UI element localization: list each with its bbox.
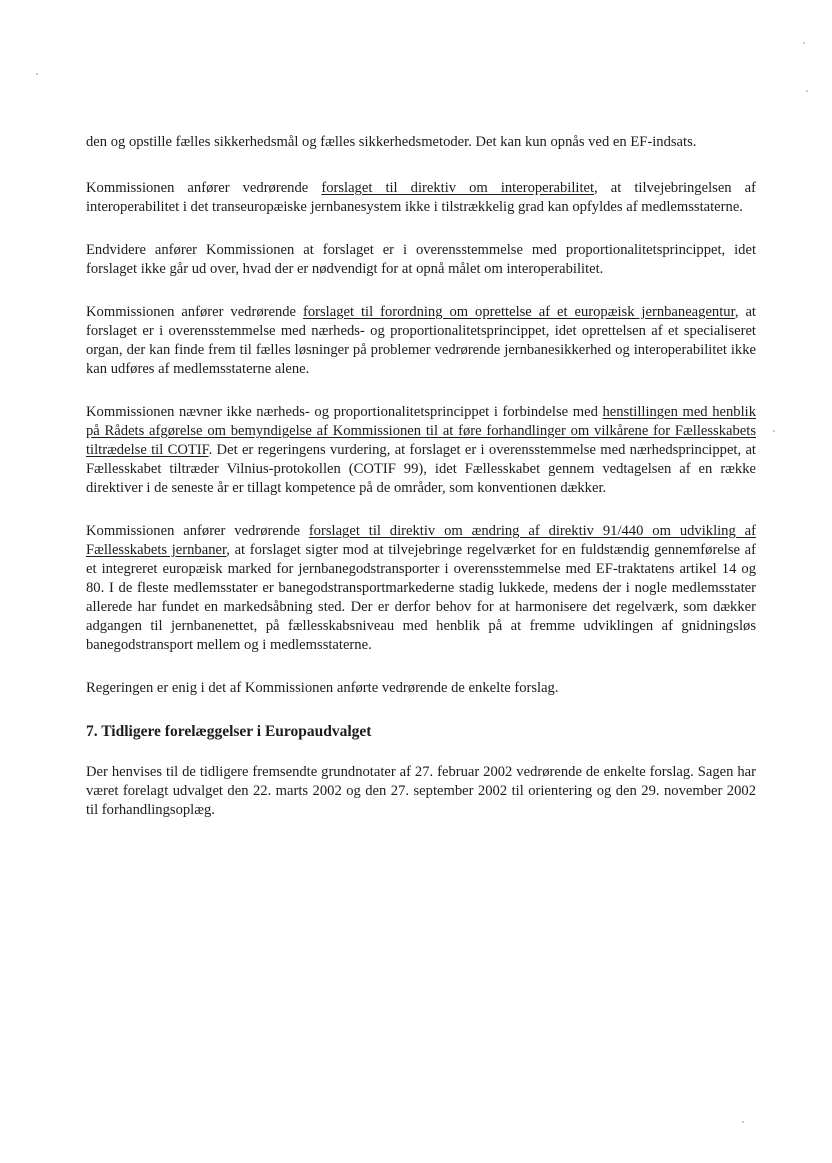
paragraph-government-agrees: Regeringen er enig i det af Kommissionen anførte vedrørende de enkelte forslag. [86,680,559,696]
link-directive-91-440: forslaget til direktiv om ændring af direktiv 91/440 om udvikling af Fællesskabets jernbaner [86,523,756,558]
link-railway-agency-regulation: forslaget til forordning om oprettelse af et europæisk jernbaneagentur [302,304,735,320]
text: , at tilvejebringelsen af interoperabilitet i det transeuropæiske jernbanesystem ikke i tilstrækkelig grad kan opfyldes af medlemsstaterne. [86,180,756,215]
text: Kommissionen nævner ikke nærheds- og proportionalitetsprincippet i forbindelse med [86,404,603,420]
scan-speck [803,42,805,44]
link-interoperability-directive: forslaget til direktiv om interoperabilitet [321,180,595,196]
text: , at forslaget er i overensstemmelse med nærheds- og proportionalitetsprincippet, idet oprettelsen af et specialiseret organ, der kan finde frem til fælles løsninger på problemer vedrørende jernbanesikkerhed og interoperabilitet ikke kan udføres af medlemsstaterne alene. [86,304,756,377]
scan-speck [773,430,775,432]
paragraph-interoperability [86,179,756,217]
text: , at forslaget sigter mod at tilvejebringe regelværket for en fuldstændig gennemførelse af et integreret europæisk marked for jernbanegodstransporter i overensstemmelse med EF-traktatens artikel 14 og 80. I de fleste medlemsstater er banegodstransportmarkederne stadig lukkede, medens der i nogle medlemsstater allerede har fundet en markedsåbning sted. Der er derfor behov for at harmonisere det regelværk, som dækker adgangen til jernbanenettet, på fællesskabsniveau med henblik på at fremme udviklingen af gnidningsløs banegodstransport mellem og i medlemsstaterne. [86,542,756,653]
scan-speck [742,1121,744,1123]
paragraph-eu-effort: den og opstille fælles sikkerhedsmål og fælles sikkerhedsmetoder. Det kan kun opnås ved en EF-indsats. [86,134,697,150]
link-cotif-recommendation: henstillingen med henblik på Rådets afgørelse om bemyndigelse af Kommissionen til at føre forhandlinger om vilkårene for Fællesskabets tiltrædelse til COTIF [86,404,756,458]
text: Kommissionen anfører vedrørende [86,180,322,196]
scan-speck [806,90,808,92]
document-page [86,133,756,844]
text: . Det er regeringens vurdering, at forslaget er i overensstemmelse med nærhedsprincippet, at Fællesskabet tiltræder Vilnius-protokollen (COTIF 99), idet Fællesskabet gennem vedtagelsen af en række direktiver i de seneste år er tillagt kompetence på de områder, som konventionen dækker. [86,442,756,496]
paragraph-cotif [86,403,756,498]
paragraph-proportionality: Endvidere anfører Kommissionen at forslaget er i overensstemmelse med proportionalitetsprincippet, idet forslaget ikke går ud over, hvad der er nødvendigt for at opnå målet om interoperabilitet. [86,242,756,277]
paragraph-railway-agency [86,303,756,379]
paragraph-previous-submissions: Der henvises til de tidligere fremsendte grundnotater af 27. februar 2002 vedrørende de enkelte forslag. Sagen har været forelagt udvalget den 22. marts 2002 og den 27. september 2002 til orientering og den 29. november 2002 til forhandlingsoplæg. [86,764,756,818]
paragraph-directive-91-440 [86,522,756,655]
scan-speck [36,73,38,75]
text: Kommissionen anfører vedrørende [86,304,303,320]
text: Kommissionen anfører vedrørende [86,523,309,539]
section-heading: 7. Tidligere forelæggelser i Europaudvalget [86,723,372,740]
